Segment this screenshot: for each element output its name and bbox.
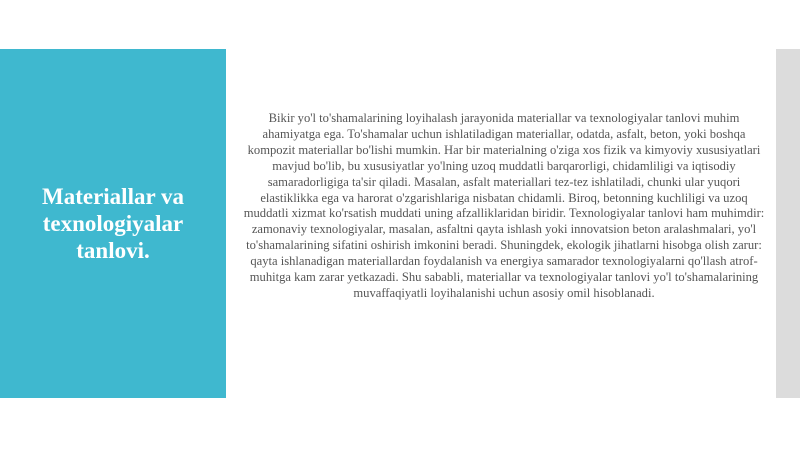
slide-title: Materiallar va texnologiyalar tanlovi. [42,184,184,263]
title-panel [0,49,226,398]
slide-body-text: Bikir yo'l to'shamalarining loyihalash jarayonida materiallar va texnologiyalar tanlovi muhim ahamiyatga ega. To'shamalar uchun ishlatiladigan materiallar, odatda, asfalt, beton, yoki boshqa kompozit materiallar bo'lishi mumkin. Har bir materialning o'ziga xos fizik va kimyoviy xususiyatlari mavjud bo'lib, bu xususiyatlar yo'lning uzoq muddatli barqarorligi, chidamliligi va iqtisodiy samaradorligiga ta'sir qiladi. Masalan, asfalt materiallari tez-tez ishlatiladi, chunki ular yuqori elastiklikka ega va harorat o'zgarishlariga nisbatan chidamli. Biroq, betonning kuchliligi va uzoq muddatli xizmat ko'rsatish muddati uning afzalliklaridan biridir. Texnologiyalar tanlovi ham muhimdir: zamonaviy texnologiyalar, masalan, asfaltni qayta ishlash yoki innovatsion beton aralashmalari, yo'l to'shamalarining sifatini oshirish imkonini beradi. Shuningdek, ekologik jihatlarni hisobga olish zarur: qayta ishlanadigan materiallardan foydalanish va energiya samarador texnologiyalarni qo'llash atrof-muhitga kam zarar yetkazadi. Shu sababli, materiallar va texnologiyalar tanlovi yo'l to'shamalarining muvaffaqiyatli loyihalanishi uchun asosiy omil hisoblanadi. [243,111,765,300]
side-strip [776,49,800,398]
